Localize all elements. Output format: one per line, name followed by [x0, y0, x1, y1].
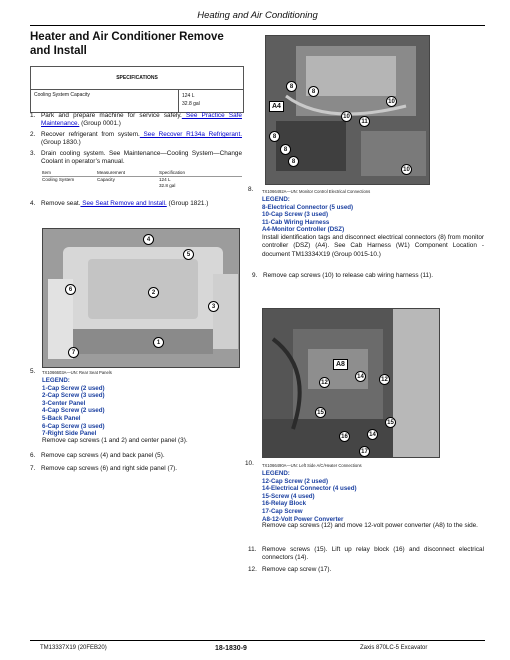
cooling-table-header: Item Measurement Specification: [42, 170, 186, 175]
rear-panels-photo: 4 5 6 2 3 1 7: [42, 228, 240, 368]
page-header: Heating and Air Conditioning: [197, 10, 318, 21]
rear-figure-caption: TX1066603A—UN: Rear Seat Panels: [42, 370, 112, 375]
step-1: 1. Park and prepare machine for service safely. See Practice Safe Maintenance. (Group 0001.): [30, 112, 242, 128]
monitor-controller-photo: 8 8 A4 10 10 11 8 8 8 10: [265, 35, 430, 185]
step-9: 9. Remove cap screws (10) to release cab wiring harness (11).: [252, 272, 434, 279]
rear-legend: LEGEND: 1-Cap Screw (2 used) 2-Cap Screw (3 used) 3-Center Panel 4-Cap Screw (2 used) 5-Back Panel 6-Cap Screw (3 used) 7-Right Side Panel: [42, 377, 105, 438]
left-side-illustration: [263, 309, 440, 458]
footer-doc-id: TM13337X19 (20FEB20): [40, 645, 107, 651]
footer-rule: [30, 640, 485, 641]
cooling-table: [42, 170, 242, 189]
step-11: 11. Remove screws (15). Lift up relay block (16) and disconnect electrical connectors (14).: [248, 546, 484, 562]
step-10-text: Remove cap screws (12) and move 12-volt power converter (A8) to the side.: [262, 522, 478, 529]
leftside-figure-caption: TX1066490A—UN: Left Side A/C/Heater Connections: [262, 463, 362, 468]
page-title: Heater and Air Conditioner Remove and Install: [30, 31, 224, 57]
seat-remove-link[interactable]: See Seat Remove and Install.: [80, 200, 167, 207]
step-12: 12. Remove cap screw (17).: [248, 566, 332, 573]
step-5-text: Remove cap screws (1 and 2) and center panel (3).: [42, 437, 188, 444]
footer-page-number: 18-1830-9: [215, 645, 247, 652]
spec-item: Cooling System Capacity: [31, 90, 179, 112]
footer-model: Zaxis 870LC-5 Excavator: [360, 645, 428, 651]
step-7: 7. Remove cap screws (6) and right side panel (7).: [30, 465, 178, 472]
spec-value: 124 L 32.8 gal: [182, 93, 200, 107]
step-3: 3. Drain cooling system. See Maintenance—Cooling System—Change Coolant in operator’s manual.: [30, 150, 242, 166]
step-5-num: 5.: [30, 368, 36, 375]
step-8-num: 8.: [248, 186, 254, 193]
recover-refrigerant-link[interactable]: See Recover R134a Refrigerant.: [139, 131, 242, 138]
practice-safe-link[interactable]: See Practice Safe Maintenance.: [41, 112, 242, 128]
step-2: 2. Recover refrigerant from system. See Recover R134a Refrigerant. (Group 1830.): [30, 131, 242, 147]
leftside-legend: LEGEND: 12-Cap Screw (2 used) 14-Electrical Connector (4 used) 15-Screw (4 used) 16-Relay Block 17-Cap Screw A8-12-Volt Power Converter: [262, 470, 357, 523]
step-10-num: 10.: [245, 460, 254, 467]
monitor-figure-caption: TX1066492A—UN: Monitor Control Electrical Connections: [262, 189, 371, 194]
monitor-legend: LEGEND: 8-Electrical Connector (5 used) 10-Cap Screw (3 used) 11-Cab Wiring Harness A4-Monitor Controller (DSZ): [262, 196, 354, 234]
step-8-text: Install identification tags and disconnect electrical connectors (8) from monitor controller (DSZ) (A4). See Cab Harness (W1) Component Location - document TM13334X19 (Group 0015-10.): [262, 234, 484, 258]
header-rule: [30, 25, 485, 26]
spec-table: [30, 66, 244, 113]
cooling-table-row: Cooling System Capacity 124 L 32.8 gal: [42, 177, 176, 188]
step-6: 6. Remove cap screws (4) and back panel (5).: [30, 452, 165, 459]
spec-heading: SPECIFICATIONS: [31, 67, 243, 90]
spec-row: [31, 90, 243, 112]
left-side-photo: A8 14 12 12 15 15 16 14 17: [262, 308, 440, 458]
step-4: 4. Remove seat. See Seat Remove and Install. (Group 1821.): [30, 200, 209, 207]
